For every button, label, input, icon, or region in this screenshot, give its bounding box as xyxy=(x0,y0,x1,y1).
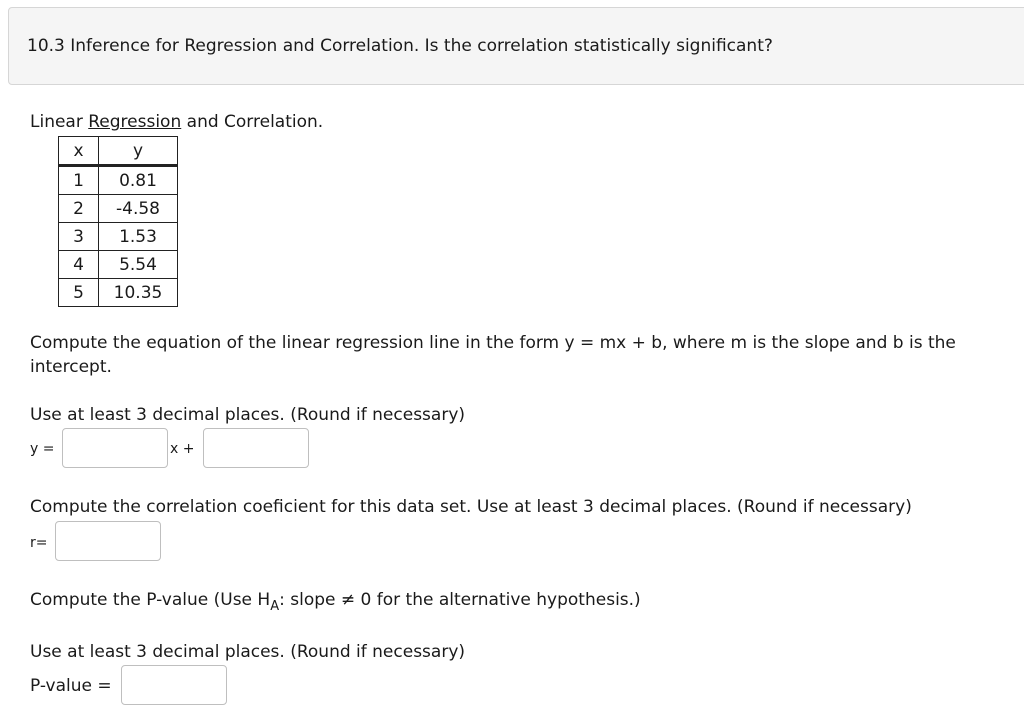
section-title-underlined: Regression xyxy=(88,112,182,132)
regression-question-line2: intercept. xyxy=(30,357,112,377)
table-cell-y: 1.53 xyxy=(99,223,178,251)
r-label: r= xyxy=(30,535,48,551)
table-cell-x: 2 xyxy=(59,195,99,223)
table-row xyxy=(59,223,178,251)
regression-question-line1: Compute the equation of the linear regression line in the form y = mx + b, where m is the slope and b is the xyxy=(30,333,956,353)
pvalue-input[interactable] xyxy=(121,665,227,705)
section-title-part2: and Correlation. xyxy=(181,112,324,132)
y-equals-label: y = xyxy=(30,441,55,457)
section-title-part1: Linear xyxy=(30,112,89,132)
pvalue-question-part1: Compute the P-value (Use H xyxy=(30,590,271,610)
column-header-y: y xyxy=(99,137,178,166)
question-header xyxy=(8,7,1024,85)
table-cell-x: 5 xyxy=(59,279,99,307)
table-cell-x: 3 xyxy=(59,223,99,251)
table-header-row xyxy=(59,137,178,166)
regression-instruction: Use at least 3 decimal places. (Round if necessary) xyxy=(30,405,466,425)
table-row xyxy=(59,251,178,279)
pvalue-question xyxy=(30,590,641,614)
table-cell-y: 5.54 xyxy=(99,251,178,279)
table-cell-y: 10.35 xyxy=(99,279,178,307)
column-header-x: x xyxy=(59,137,99,166)
section-title xyxy=(30,112,323,132)
question-title: 10.3 Inference for Regression and Correlation. Is the correlation statistically significant? xyxy=(27,36,773,56)
table-row xyxy=(59,166,178,195)
x-plus-label: x + xyxy=(170,441,195,457)
r-input[interactable] xyxy=(55,521,161,561)
slope-input[interactable] xyxy=(62,428,168,468)
table-cell-x: 1 xyxy=(59,166,99,195)
table-row xyxy=(59,195,178,223)
correlation-question: Compute the correlation coeficient for this data set. Use at least 3 decimal places. (Round if necessary) xyxy=(30,497,912,517)
table-cell-y: -4.58 xyxy=(99,195,178,223)
intercept-input[interactable] xyxy=(203,428,309,468)
data-table xyxy=(58,136,178,307)
pvalue-question-subscript: A xyxy=(270,599,280,614)
table-cell-x: 4 xyxy=(59,251,99,279)
table-row xyxy=(59,279,178,307)
pvalue-question-part2: : slope ≠ 0 for the alternative hypothesis.) xyxy=(279,590,641,610)
pvalue-label: P-value = xyxy=(30,676,112,696)
table-cell-y: 0.81 xyxy=(99,166,178,195)
pvalue-instruction: Use at least 3 decimal places. (Round if necessary) xyxy=(30,642,466,662)
